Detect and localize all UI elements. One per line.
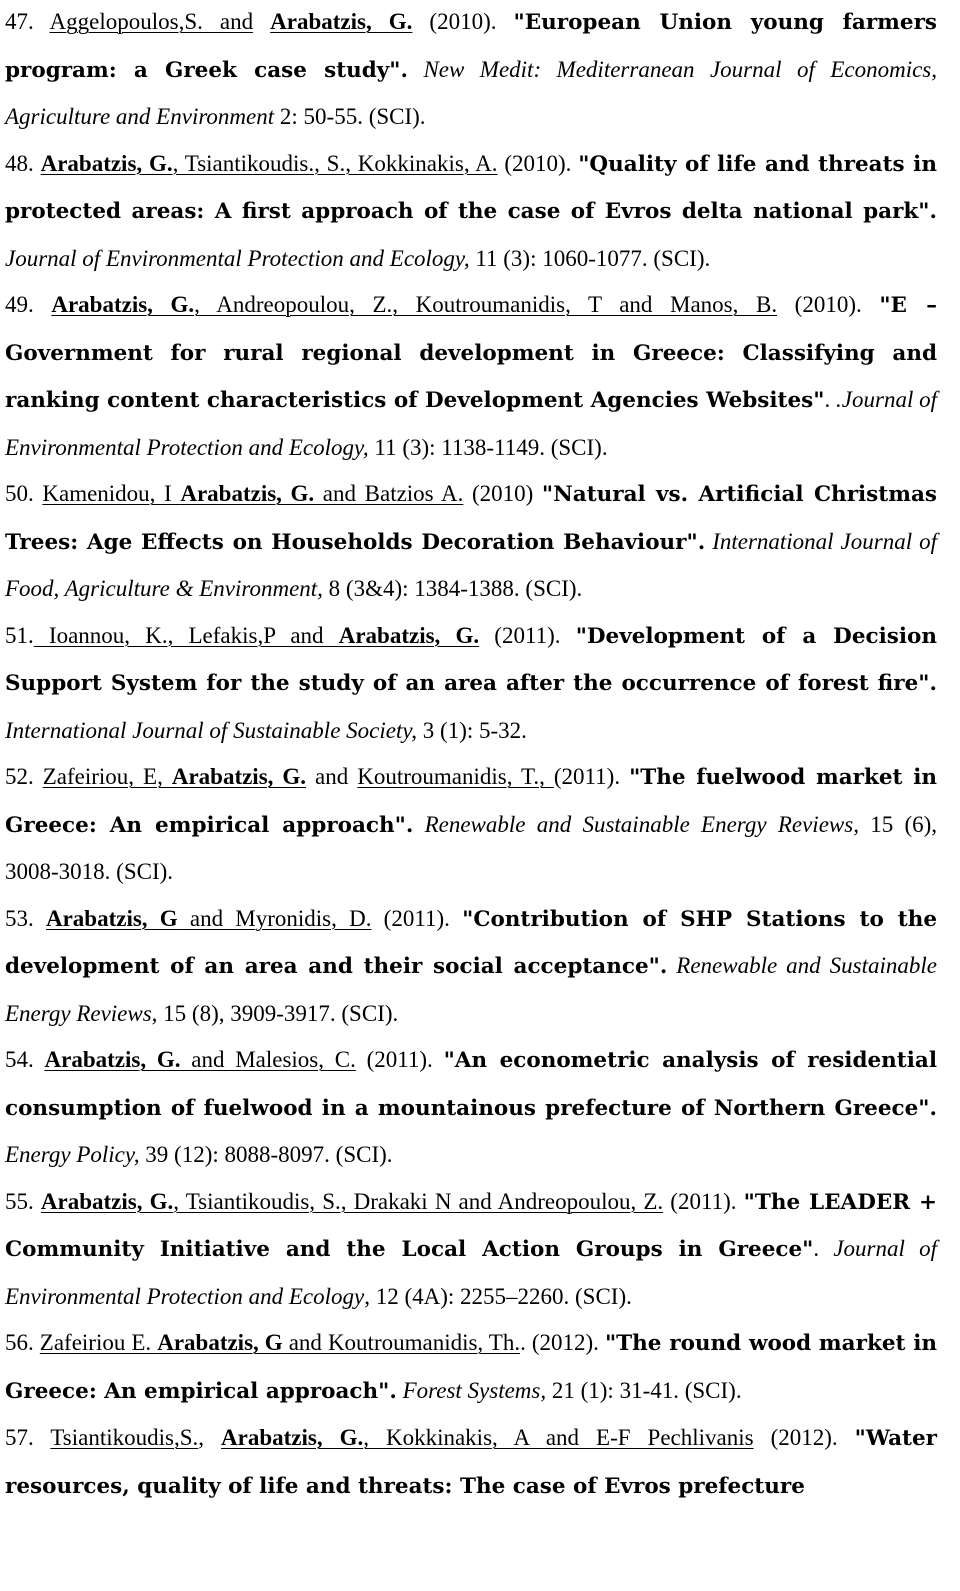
text-segment: (2010). bbox=[412, 9, 514, 34]
text-segment: 57. bbox=[5, 1425, 51, 1450]
author-highlight: Arabatzis, G bbox=[157, 1330, 283, 1355]
text-segment: 52. bbox=[5, 764, 43, 789]
reference-entry bbox=[5, 754, 937, 896]
author-names: Kamenidou, I bbox=[42, 481, 181, 506]
text-segment: (2011). bbox=[355, 1047, 444, 1072]
journal-name: Forest Systems, bbox=[396, 1377, 547, 1403]
paper-title: "Quality of life and threats in protected areas: A first approach of the case of Evros delta national park". bbox=[5, 151, 937, 224]
author-names: and Myronidis, D. bbox=[177, 905, 372, 931]
paper-title: "The round wood market in Greece: An empirical approach". bbox=[5, 1331, 938, 1404]
text-segment: 8 (3&4): 1384-1388. (SCI). bbox=[322, 576, 583, 601]
journal-name: International Journal of Food, Agriculture & Environment, bbox=[5, 528, 937, 601]
paper-title: "Development of a Decision Support System for the study of an area after the occurrence of forest fire". bbox=[5, 623, 938, 696]
text-segment: 49. bbox=[5, 292, 52, 317]
reference-entry bbox=[5, 141, 937, 283]
reference-entry bbox=[5, 613, 937, 755]
reference-entry bbox=[5, 1037, 937, 1179]
text-segment: . bbox=[824, 387, 837, 412]
author-names: Zafeiriou, E, bbox=[42, 764, 172, 789]
text-segment: (2011). bbox=[553, 764, 630, 789]
text-segment: 15 (8), 3909-3917. (SCI). bbox=[157, 1000, 399, 1026]
text-segment: 39 (12): 8088-8097. (SCI). bbox=[139, 1142, 393, 1167]
text-segment: and bbox=[306, 764, 358, 789]
paper-title: "Natural vs. Artificial Christmas Trees: Age Effects on Households Decoration Behaviour". bbox=[5, 482, 938, 555]
author-names: , Tsiantikoudis., S., Kokkinakis, A. bbox=[172, 150, 498, 176]
text-segment bbox=[253, 9, 270, 34]
paper-title: "E – Government for rural regional development in Greece: Classifying and ranking content characteristics of Development Agencies Websites" bbox=[5, 293, 938, 413]
author-highlight: Arabatzis, G. bbox=[180, 481, 315, 506]
text-segment: . bbox=[813, 1236, 834, 1261]
text-segment: (2011). bbox=[663, 1188, 744, 1214]
paper-title: "An econometric analysis of residential consumption of fuelwood in a mountainous prefecture of Northern Greece". bbox=[5, 1048, 938, 1121]
text-segment: (2010) bbox=[463, 481, 542, 506]
text-segment: , 12 (4A): 2255–2260. (SCI). bbox=[364, 1283, 632, 1309]
author-names: Tsiantikoudis,S. bbox=[50, 1425, 199, 1450]
author-names: and Malesios, C. bbox=[180, 1047, 356, 1072]
author-names: , Andreopoulou, Z., Koutroumanidis, T and Manos, B. bbox=[194, 292, 778, 317]
author-highlight: Arabatzis, G. bbox=[171, 764, 307, 789]
author-names: , Tsiantikoudis, S., Drakaki N and Andreopoulou, Z. bbox=[173, 1188, 664, 1214]
reference-list bbox=[5, 0, 937, 1510]
text-segment: (2011). bbox=[371, 905, 463, 931]
text-segment: (2010). bbox=[777, 292, 880, 317]
journal-name: Renewable and Sustainable Energy Reviews, bbox=[5, 953, 937, 1026]
author-highlight: Arabatzis, G. bbox=[40, 1188, 174, 1214]
text-segment: (2012). bbox=[753, 1425, 855, 1450]
reference-entry bbox=[5, 282, 937, 471]
author-names: Ioannou, K., Lefakis,P and bbox=[33, 622, 339, 648]
author-names: Zafeiriou E. bbox=[39, 1330, 158, 1355]
text-segment: . (2012). bbox=[520, 1330, 605, 1355]
author-highlight: Arabatzis, G. bbox=[44, 1047, 181, 1072]
journal-name: International Journal of Sustainable Society, bbox=[5, 717, 418, 743]
text-segment: 11 (3): 1060-1077. (SCI). bbox=[469, 245, 711, 271]
text-segment: 51. bbox=[5, 622, 34, 648]
author-highlight: Arabatzis, G. bbox=[270, 9, 413, 34]
paper-title: "European Union young farmers program: a Greek case study". bbox=[5, 10, 938, 83]
journal-name: New Medit: Mediterranean Journal of Economics, Agriculture and Environment bbox=[5, 56, 937, 129]
author-highlight: Arabatzis, G. bbox=[51, 292, 195, 317]
reference-entry bbox=[5, 1415, 937, 1510]
text-segment: 15 (6), 3008-3018. (SCI). bbox=[5, 811, 938, 884]
reference-entry bbox=[5, 1179, 937, 1321]
text-segment: , bbox=[198, 1425, 221, 1450]
paper-title: "The fuelwood market in Greece: An empirical approach". bbox=[5, 765, 937, 838]
text-segment: 48. bbox=[5, 150, 41, 176]
journal-name: .Journal of Environmental Protection and Ecology, bbox=[5, 387, 938, 460]
text-segment: 2: 50-55. (SCI). bbox=[274, 104, 426, 129]
paper-title: "Contribution of SHP Stations to the development of an area and their social acceptance". bbox=[5, 906, 938, 979]
author-names: Aggelopoulos,S. and bbox=[49, 9, 254, 34]
text-segment: 47. bbox=[5, 9, 50, 34]
text-segment: 11 (3): 1138-1149. (SCI). bbox=[368, 434, 608, 460]
journal-name: Journal of Environmental Protection and Ecology bbox=[5, 1236, 937, 1309]
journal-name: Energy Policy, bbox=[5, 1142, 140, 1167]
author-highlight: Arabatzis, G bbox=[45, 905, 178, 931]
text-segment: 21 (1): 31-41. (SCI). bbox=[546, 1377, 742, 1403]
text-segment: 55. bbox=[5, 1188, 41, 1214]
author-highlight: Arabatzis, G. bbox=[40, 150, 173, 176]
author-highlight: Arabatzis, G. bbox=[338, 622, 480, 648]
journal-name: Renewable and Sustainable Energy Reviews, bbox=[413, 811, 859, 837]
reference-entry bbox=[5, 896, 937, 1038]
text-segment: (2010). bbox=[497, 150, 579, 176]
reference-entry bbox=[5, 1320, 937, 1415]
reference-entry bbox=[5, 0, 937, 141]
text-segment: 54. bbox=[5, 1047, 45, 1072]
author-highlight: Arabatzis, G. bbox=[221, 1425, 364, 1450]
text-segment: 3 (1): 5-32. bbox=[417, 717, 527, 743]
text-segment: (2011). bbox=[479, 622, 576, 648]
paper-title: "The LEADER + Community Initiative and the Local Action Groups in Greece" bbox=[5, 1189, 937, 1262]
author-names: and Batzios A. bbox=[314, 481, 464, 506]
paper-title: "Water resources, quality of life and threats: The case of Evros prefecture bbox=[5, 1426, 937, 1499]
text-segment: 50. bbox=[5, 481, 43, 506]
text-segment: 56. bbox=[5, 1330, 40, 1355]
author-names: Koutroumanidis, T., bbox=[357, 764, 554, 789]
text-segment: 53. bbox=[5, 905, 46, 931]
reference-entry bbox=[5, 471, 937, 613]
author-names: and Koutroumanidis, Th. bbox=[282, 1330, 521, 1355]
author-names: , Kokkinakis, A and E-F Pechlivanis bbox=[363, 1425, 754, 1450]
journal-name: Journal of Environmental Protection and Ecology, bbox=[5, 245, 470, 271]
